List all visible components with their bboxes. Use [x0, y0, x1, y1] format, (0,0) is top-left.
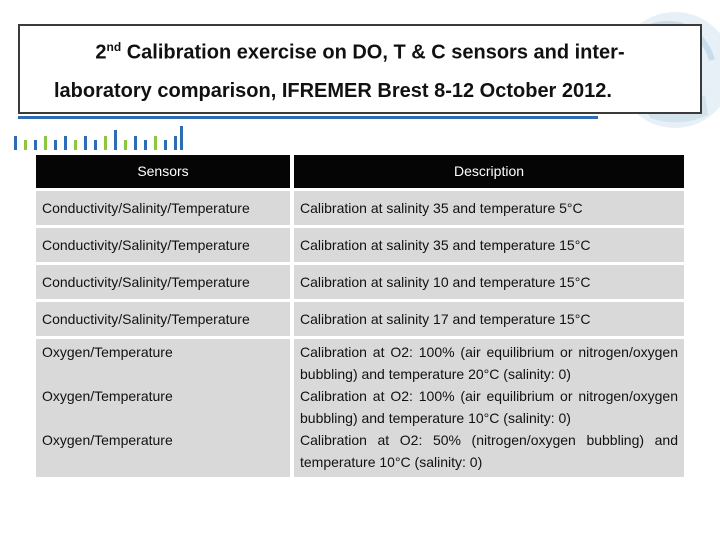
- table-row: [36, 189, 684, 226]
- table-row: [36, 337, 684, 385]
- description-cell: Calibration at salinity 10 and temperature 15°C: [292, 263, 684, 300]
- description-cell: Calibration at salinity 17 and temperature 15°C: [292, 300, 684, 337]
- header-description: Description: [292, 155, 684, 189]
- table-row: [36, 300, 684, 337]
- title-ordinal: 2: [95, 41, 107, 64]
- description-cell: Calibration at O2: 100% (air equilibrium or nitrogen/oxygen bubbling) and temperature 20°C (salinity: 0): [292, 337, 684, 385]
- description-cell: Calibration at O2: 100% (air equilibrium or nitrogen/oxygen bubbling) and temperature 10°C (salinity: 0): [292, 385, 684, 429]
- sensor-cell: Conductivity/Salinity/Temperature: [36, 263, 292, 300]
- sensor-cell: Conductivity/Salinity/Temperature: [36, 300, 292, 337]
- title-ordinal-suffix: nd: [106, 40, 122, 54]
- title-line-1-text: Calibration exercise on DO, T & C sensors and inter-: [121, 41, 625, 64]
- table-row: [36, 226, 684, 263]
- sensor-cell: Oxygen/Temperature: [36, 429, 292, 477]
- description-cell: Calibration at O2: 50% (nitrogen/oxygen bubbling) and temperature 10°C (salinity: 0): [292, 429, 684, 477]
- table-row: [36, 429, 684, 477]
- sensor-cell: Conductivity/Salinity/Temperature: [36, 189, 292, 226]
- description-cell: Calibration at salinity 35 and temperature 5°C: [292, 189, 684, 226]
- description-cell: Calibration at salinity 35 and temperature 15°C: [292, 226, 684, 263]
- slide-title-line-1: [20, 40, 700, 65]
- table-row: [36, 263, 684, 300]
- title-underline-rule: [18, 116, 598, 119]
- table-row: [36, 385, 684, 429]
- sensor-cell: Oxygen/Temperature: [36, 337, 292, 385]
- slide-title-line-2: laboratory comparison, IFREMER Brest 8-12 October 2012.: [54, 80, 612, 102]
- calibration-table: [36, 155, 684, 477]
- sensor-cell: Conductivity/Salinity/Temperature: [36, 226, 292, 263]
- sensor-cell: Oxygen/Temperature: [36, 385, 292, 429]
- header-sensors: Sensors: [36, 155, 292, 189]
- table-header-row: [36, 155, 684, 189]
- slide-title-box: [18, 24, 702, 114]
